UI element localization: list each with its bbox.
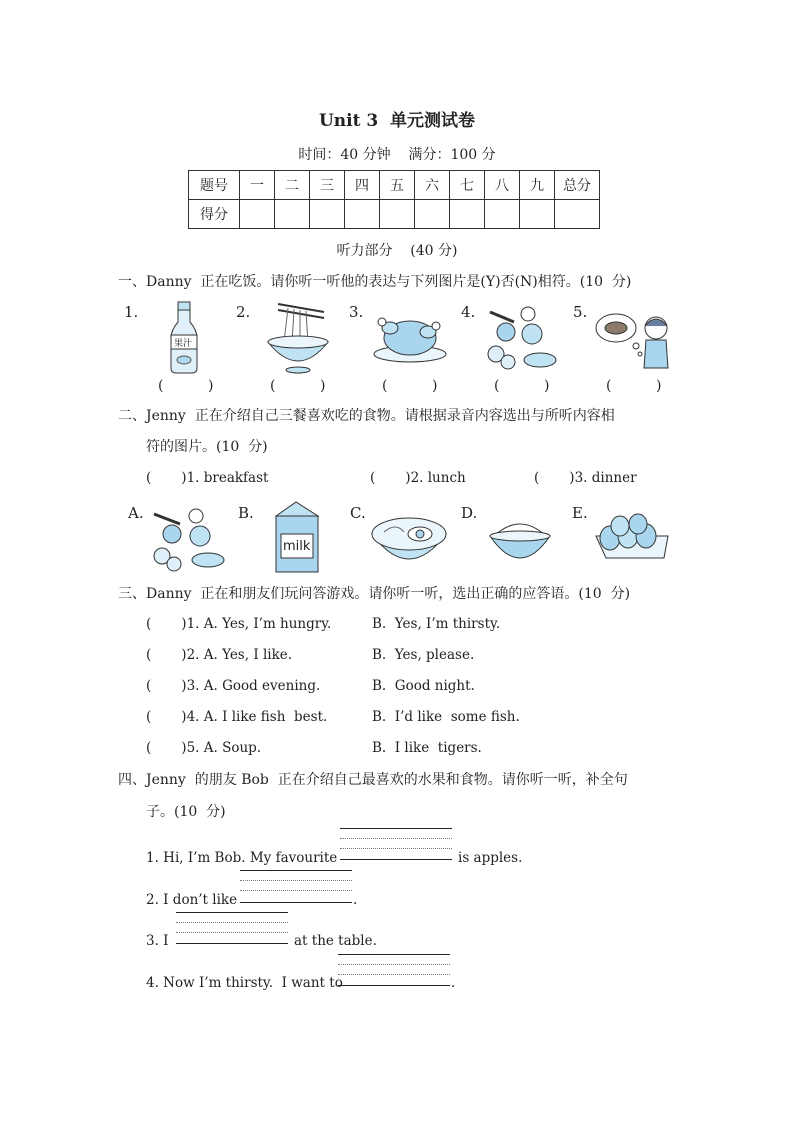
writing-dotted-line [240, 890, 352, 891]
q3-item-a[interactable]: ( )5. A. Soup. [146, 740, 262, 756]
score-input-cell[interactable] [310, 200, 345, 229]
score-input-cell[interactable] [555, 200, 600, 229]
q3-item-b: B. Good night. [372, 678, 475, 694]
q2-prompt: 二、Jenny 正在介绍自己三餐喜欢吃的食物。请根据录音内容选出与所听内容相 [118, 408, 615, 424]
q3-item-a[interactable]: ( )2. A. Yes, I like. [146, 647, 293, 663]
score-input-cell[interactable] [240, 200, 275, 229]
q1-num: 5. [573, 303, 588, 321]
score-input-cell[interactable] [485, 200, 520, 229]
noodle-egg-bowl-image [370, 508, 448, 572]
writing-line [338, 954, 450, 955]
milk-label: milk [283, 539, 311, 554]
sentence-4-end: . [451, 975, 456, 991]
q3-item-a[interactable]: ( )1. A. Yes, I’m hungry. [146, 616, 332, 632]
section-title: 听力部分 (40 分) [336, 243, 458, 259]
page-title: Unit 3 单元测试卷 [318, 111, 476, 131]
q2-item[interactable]: ( )1. breakfast [146, 470, 269, 486]
writing-line [176, 912, 288, 913]
vegetables-image [148, 504, 230, 574]
score-value-row [189, 200, 600, 229]
answer-blank[interactable]: ( ) [494, 378, 550, 394]
rice-bowl-image [488, 510, 552, 570]
score-cell: 六 [415, 171, 450, 200]
q2-prompt-cont: 符的图片。(10 分) [146, 439, 268, 455]
score-cell: 三 [310, 171, 345, 200]
score-input-cell[interactable] [520, 200, 555, 229]
answer-line[interactable] [176, 943, 288, 944]
q1-prompt: 一、Danny 正在吃饭。请你听一听他的表达与下列图片是(Y)否(N)相符。(10 分) [118, 274, 632, 290]
thinking-boy-image [594, 308, 670, 370]
answer-line[interactable] [240, 902, 352, 903]
answer-blank[interactable]: ( ) [270, 378, 326, 394]
q1-num: 3. [349, 303, 364, 321]
score-cell: 二 [275, 171, 310, 200]
writing-line [240, 870, 352, 871]
writing-line [340, 828, 452, 829]
option-letter: A. [128, 504, 144, 522]
option-letter: C. [350, 504, 366, 522]
eggs-image [594, 514, 670, 560]
sentence-3-start: 3. I [146, 933, 169, 949]
milk-carton-image [272, 500, 322, 574]
bottle-label: 果汁 [174, 339, 193, 349]
option-letter: E. [572, 504, 588, 522]
score-cell: 四 [345, 171, 380, 200]
answer-blank[interactable]: ( ) [382, 378, 438, 394]
answer-line[interactable] [338, 985, 450, 986]
roast-chicken-image [372, 312, 448, 364]
score-header-row [189, 171, 600, 200]
score-cell: 一 [240, 171, 275, 200]
exam-info: 时间：40 分钟 满分：100 分 [298, 147, 496, 163]
writing-dotted-line [176, 922, 288, 923]
q3-item-b: B. Yes, I’m thirsty. [372, 616, 501, 632]
writing-dotted-line [340, 848, 452, 849]
writing-dotted-line [338, 974, 450, 975]
q3-item-a[interactable]: ( )3. A. Good evening. [146, 678, 321, 694]
q3-item-b: B. I like tigers. [372, 740, 482, 756]
q2-item[interactable]: ( )3. dinner [534, 470, 637, 486]
sentence-2-end: . [353, 892, 358, 908]
q3-prompt: 三、Danny 正在和朋友们玩问答游戏。请你听一听，选出正确的应答语。(10 分) [118, 586, 631, 602]
sentence-3-end: at the table. [294, 933, 377, 949]
q1-num: 2. [236, 303, 251, 321]
score-cell: 题号 [189, 171, 240, 200]
score-cell: 七 [450, 171, 485, 200]
q3-item-b: B. Yes, please. [372, 647, 475, 663]
sentence-1-end: is apples. [458, 850, 523, 866]
q2-item[interactable]: ( )2. lunch [370, 470, 466, 486]
vegetables-image [484, 302, 560, 374]
noodles-image [266, 302, 330, 374]
score-input-cell[interactable] [380, 200, 415, 229]
score-cell: 总分 [555, 171, 600, 200]
score-input-cell[interactable] [415, 200, 450, 229]
q4-prompt-cont: 子。(10 分) [146, 804, 226, 820]
q4-prompt: 四、Jenny 的朋友 Bob 正在介绍自己最喜欢的水果和食物。请你听一听，补全句 [118, 772, 628, 788]
score-cell: 得分 [189, 200, 240, 229]
score-input-cell[interactable] [345, 200, 380, 229]
answer-blank[interactable]: ( ) [606, 378, 662, 394]
writing-dotted-line [176, 932, 288, 933]
score-input-cell[interactable] [450, 200, 485, 229]
sentence-1-start: 1. Hi, I’m Bob. My favourite [146, 850, 338, 866]
q1-num: 4. [461, 303, 476, 321]
score-cell: 九 [520, 171, 555, 200]
sentence-4-start: 4. Now I’m thirsty. I want to [146, 975, 343, 991]
score-input-cell[interactable] [275, 200, 310, 229]
q3-item-a[interactable]: ( )4. A. I like fish best. [146, 709, 328, 725]
option-letter: D. [461, 504, 478, 522]
sentence-2-start: 2. I don’t like [146, 892, 238, 908]
answer-blank[interactable]: ( ) [158, 378, 214, 394]
score-cell: 五 [380, 171, 415, 200]
answer-line[interactable] [340, 859, 452, 860]
score-table [188, 170, 600, 229]
writing-dotted-line [240, 880, 352, 881]
q1-num: 1. [124, 303, 139, 321]
writing-dotted-line [340, 838, 452, 839]
score-cell: 八 [485, 171, 520, 200]
option-letter: B. [238, 504, 254, 522]
writing-dotted-line [338, 964, 450, 965]
q3-item-b: B. I’d like some fish. [372, 709, 520, 725]
